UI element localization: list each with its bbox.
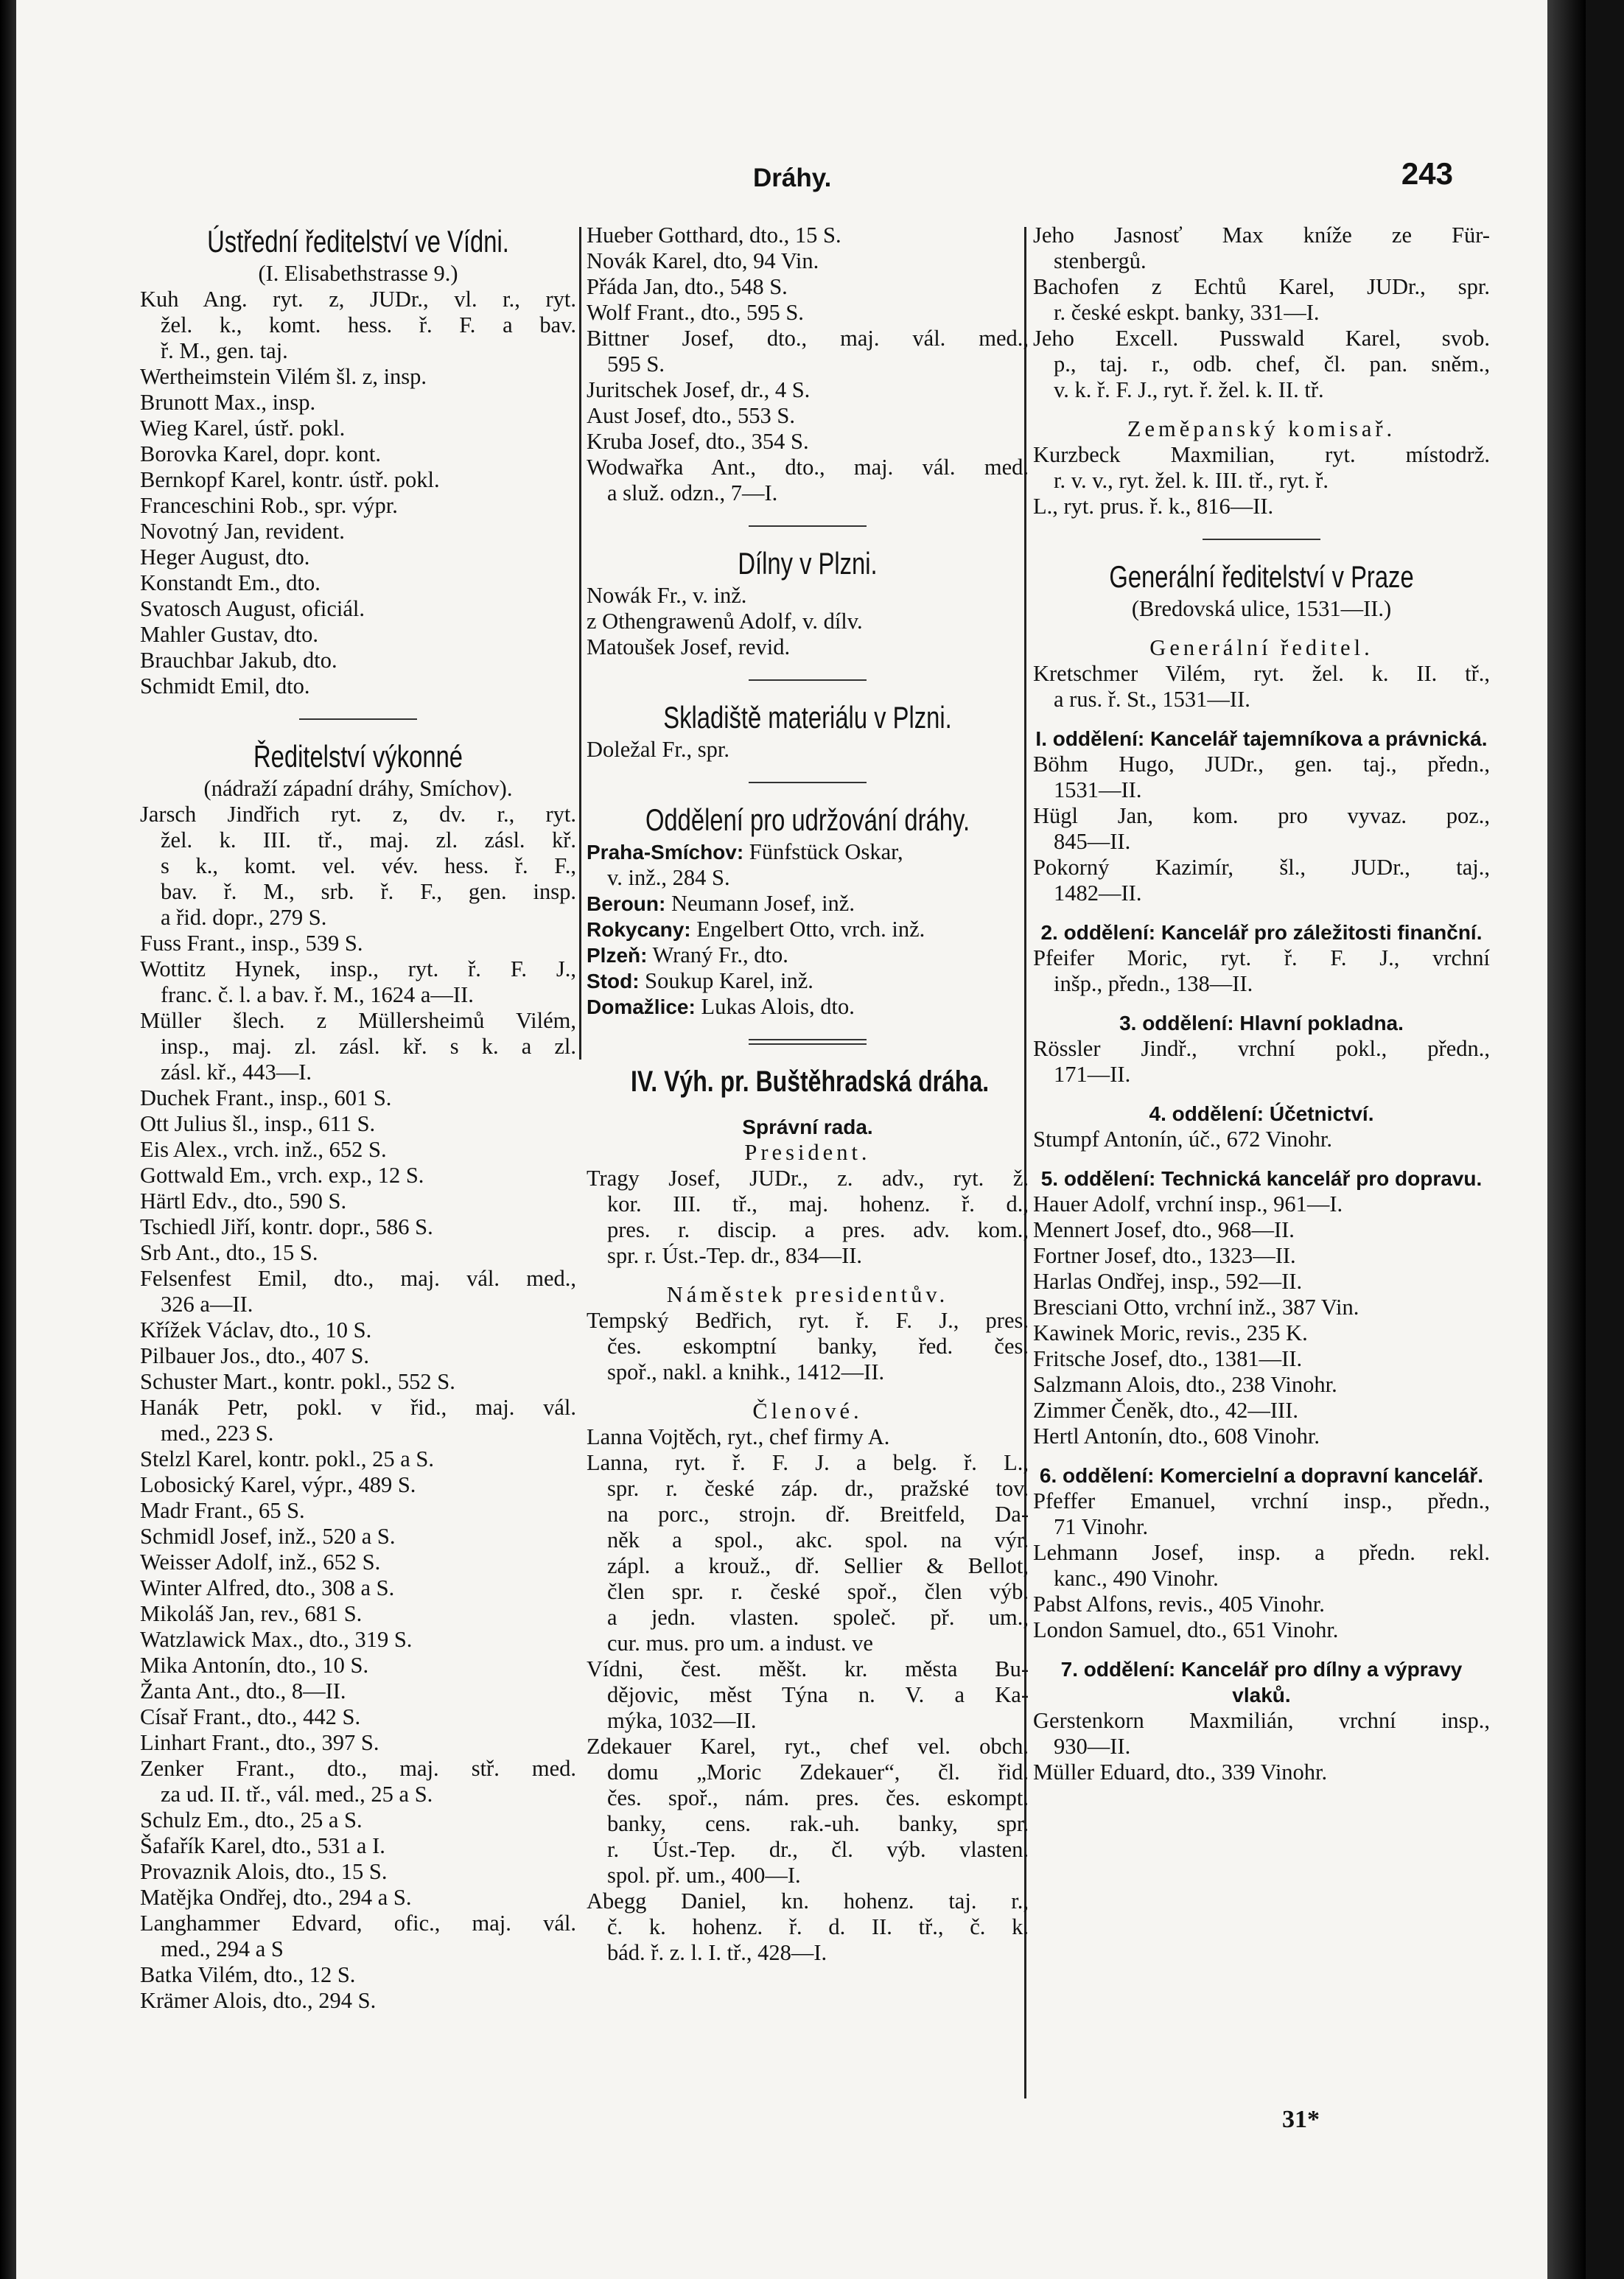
entry-line: pres. r. discip. a pres. adv. kom.,: [607, 1217, 1029, 1242]
entry-line: Tragy Josef, JUDr., z. adv., ryt. ž.: [587, 1166, 1029, 1191]
scan-edge-right: [1547, 0, 1586, 2279]
entry-line: s k., komt. vel. vév. hess. ř. F.,: [161, 853, 576, 878]
maintenance-entry: [587, 891, 1029, 917]
entry-line: Franceschini Rob., spr. výpr.: [140, 493, 398, 518]
entry-list-dept-2: [1033, 945, 1490, 997]
entry-line: Tempský Bedřich, ryt. ř. F. J., pres.: [587, 1308, 1029, 1333]
entry-line: 171—II.: [1054, 1062, 1131, 1087]
entry-line: a jedn. vlasten. společ. př. um.,: [607, 1605, 1029, 1630]
entry-line: Ott Julius šl., insp., 611 S.: [140, 1111, 376, 1136]
entry-line: Kurzbeck Maxmilian, ryt. místodrž.: [1033, 442, 1490, 467]
department-heading-3: 3. oddělení: Hlavní pokladna.: [1119, 1012, 1404, 1035]
maintenance-entry: [587, 942, 1029, 968]
scan-edge-left: [0, 0, 16, 2279]
entry-line: spoř., nakl. a knihk., 1412—II.: [607, 1359, 885, 1384]
station-name: Domažlice:: [587, 995, 696, 1018]
entry-line: Lanna, ryt. ř. F. J. a belg. ř. L.,: [587, 1450, 1029, 1475]
entry-line: Mahler Gustav, dto.: [140, 622, 318, 647]
entry-list-workshops: [587, 583, 1029, 660]
entry-line: Hauer Adolf, vrchní insp., 961—I.: [1033, 1191, 1343, 1216]
entry-line: Kawinek Moric, revis., 235 K.: [1033, 1320, 1308, 1345]
entry-line: v. k. ř. F. J., ryt. ř. žel. k. II. tř.: [1054, 377, 1324, 402]
department-heading-6: 6. oddělení: Komercielní a dopravní kancelář.: [1039, 1464, 1484, 1487]
entry-list-executive: [140, 802, 576, 2014]
entry-line: Pokorný Kazimír, šl., JUDr., taj.,: [1033, 855, 1490, 880]
department-heading-4: 4. oddělení: Účetnictví.: [1149, 1102, 1374, 1125]
entry-line: 845—II.: [1054, 829, 1131, 854]
separator: [749, 679, 867, 681]
entry-line: 326 a—II.: [161, 1292, 253, 1317]
entry-line: žel. k., komt. hess. ř. F. a bav.: [161, 312, 576, 337]
maintenance-person: Wraný Fr., dto.: [647, 942, 788, 967]
entry-line: 595 S.: [607, 351, 665, 377]
entry-line: Bittner Josef, dto., maj. vál. med.,: [587, 326, 1029, 351]
entry-list-dept-6: [1033, 1488, 1490, 1643]
station-name: Stod:: [587, 970, 640, 993]
running-header: [16, 156, 1586, 200]
separator: [749, 782, 867, 783]
entry-line: Krämer Alois, dto., 294 S.: [140, 1988, 377, 2013]
section-title-workshops: Dílny v Plzni.: [738, 546, 878, 581]
entry-line: Schuster Mart., kontr. pokl., 552 S.: [140, 1369, 455, 1394]
entry-line: Borovka Karel, dopr. kont.: [140, 441, 381, 466]
entry-line: Wodwařka Ant., dto., maj. vál. med.: [587, 455, 1029, 480]
entry-line: inšp., předn., 138—II.: [1054, 971, 1253, 996]
entry-line: 1531—II.: [1054, 777, 1142, 802]
section-title-maintenance: Oddělení pro udržování dráhy.: [645, 802, 970, 837]
entry-line: Vídni, čest. měšt. kr. města Bu-: [587, 1656, 1029, 1681]
entry-line: cur. mus. pro um. a indust. ve: [607, 1631, 873, 1656]
entry-line: spol. př. um., 400—I.: [607, 1863, 801, 1888]
entry-line: Fortner Josef, dto., 1323—II.: [1033, 1243, 1296, 1268]
entry-line: Salzmann Alois, dto., 238 Vinohr.: [1033, 1372, 1337, 1397]
entry-list-maintenance: [587, 839, 1029, 1020]
entry-list-commissioner: [1033, 442, 1490, 519]
entry-line: Linhart Frant., dto., 397 S.: [140, 1730, 379, 1755]
entry-list-central: [140, 287, 576, 699]
entry-line: Pilbauer Jos., dto., 407 S.: [140, 1343, 369, 1368]
entry-line: Bernkopf Karel, kontr. ústř. pokl.: [140, 467, 440, 492]
subheading-president: President.: [744, 1140, 871, 1165]
column-1: [140, 223, 576, 2014]
maintenance-entry: [587, 839, 1029, 865]
separator: [1203, 539, 1320, 540]
entry-line: č. k. hohenz. ř. d. II. tř., č. k.: [607, 1914, 1029, 1939]
entry-line: Abegg Daniel, kn. hohenz. taj. r.,: [587, 1888, 1029, 1914]
entry-line: Müller šlech. z Müllersheimů Vilém,: [140, 1008, 576, 1033]
entry-line: něk a spol., akc. spol. na výr.: [607, 1527, 1029, 1552]
entry-list-general-director: [1033, 661, 1490, 713]
department-heading-7: 7. oddělení: Kancelář pro dílny a výpravy vlaků.: [1060, 1658, 1463, 1706]
entry-line: Langhammer Edvard, ofic., maj. vál.: [140, 1911, 576, 1936]
entry-line: Watzlawick Max., dto., 319 S.: [140, 1627, 413, 1652]
entry-line: Wottitz Hynek, insp., ryt. ř. F. J.,: [140, 956, 576, 981]
maintenance-person: Soukup Karel, inž.: [639, 968, 813, 993]
entry-line: med., 223 S.: [161, 1421, 274, 1446]
entry-line: a rus. ř. St., 1531—II.: [1054, 687, 1250, 712]
entry-line: ř. M., gen. taj.: [161, 338, 288, 363]
entry-line: Bachofen z Echtů Karel, JUDr., spr.: [1033, 274, 1490, 299]
subheading-board: Správní rada.: [742, 1116, 873, 1138]
entry-line: r. v. v., ryt. žel. k. III. tř., ryt. ř.: [1054, 468, 1329, 493]
double-separator: [749, 1039, 867, 1045]
entry-line: Doležal Fr., spr.: [587, 737, 729, 762]
entry-line: Nowák Fr., v. inž.: [587, 583, 747, 608]
entry-line: bád. ř. z. l. I. tř., 428—I.: [607, 1940, 827, 1965]
entry-line: mýka, 1032—II.: [607, 1708, 757, 1733]
entry-list-dept-3: [1033, 1036, 1490, 1088]
entry-line: Žanta Ant., dto., 8—II.: [140, 1678, 346, 1704]
maintenance-person: Lukas Alois, dto.: [695, 994, 855, 1019]
entry-line: Kruba Josef, dto., 354 S.: [587, 429, 809, 454]
entry-line: a služ. odzn., 7—I.: [607, 480, 778, 505]
station-name: Plzeň:: [587, 944, 648, 967]
entry-line: Felsenfest Emil, dto., maj. vál. med.,: [140, 1266, 576, 1291]
entry-line: Císař Frant., dto., 442 S.: [140, 1704, 361, 1729]
entry-line: Hertl Antonín, dto., 608 Vinohr.: [1033, 1424, 1320, 1449]
entry-line: Konstandt Em., dto.: [140, 570, 321, 595]
entry-line: Brauchbar Jakub, dto.: [140, 648, 337, 673]
header-title: Dráhy.: [753, 164, 832, 192]
entry-line: Lobosický Karel, výpr., 489 S.: [140, 1472, 416, 1497]
entry-line: Pabst Alfons, revis., 405 Vinohr.: [1033, 1592, 1325, 1617]
entry-line: Tschiedl Jiří, kontr. dopr., 586 S.: [140, 1214, 433, 1239]
department-heading-1: I. oddělení: Kancelář tajemníkova a právnická.: [1035, 727, 1488, 750]
entry-line: Svatosch August, oficiál.: [140, 596, 365, 621]
section-address: (nádraží západní dráhy, Smíchov).: [203, 776, 513, 801]
entry-line: Schulz Em., dto., 25 a S.: [140, 1807, 363, 1832]
entry-line: a řid. dopr., 279 S.: [161, 905, 327, 930]
entry-line: kanc., 490 Vinohr.: [1054, 1566, 1219, 1591]
entry-line: banky, cens. rak.-uh. banky, spr.: [607, 1811, 1029, 1836]
department-heading-2: 2. oddělení: Kancelář pro záležitosti finanční.: [1040, 921, 1483, 944]
entry-line: Rössler Jindř., vrchní pokl., předn.,: [1033, 1036, 1490, 1061]
station-name: Rokycany:: [587, 918, 691, 941]
entry-line: člen spr. r. české spoř., člen výb.: [607, 1579, 1029, 1604]
section-title-bustehrad: IV. Výh. pr. Buštěhradská dráha.: [631, 1065, 990, 1098]
entry-line: na porc., strojn. dř. Breitfeld, Da-: [607, 1502, 1029, 1527]
entry-line: domu „Moric Zdekauer“, čl. řid.: [607, 1760, 1029, 1785]
entry-line: Matoušek Josef, revid.: [587, 634, 791, 659]
entry-line: Pfeifer Moric, ryt. ř. F. J., vrchní: [1033, 945, 1490, 970]
entry-line: Gottwald Em., vrch. exp., 12 S.: [140, 1163, 424, 1188]
subheading-members: Členové.: [752, 1398, 863, 1424]
entry-line: Novotný Jan, revident.: [140, 519, 345, 544]
subheading-commissioner: Zeměpanský komisař.: [1127, 416, 1396, 441]
entry-line: Novák Karel, dto, 94 Vin.: [587, 248, 819, 273]
section-address: (I. Elisabethstrasse 9.): [258, 261, 458, 286]
entry-line: Wieg Karel, ústř. pokl.: [140, 416, 346, 441]
entry-line: Fritsche Josef, dto., 1381—II.: [1033, 1346, 1303, 1371]
entry-line: r. české eskpt. banky, 331—I.: [1054, 300, 1320, 325]
subheading-general-director: Generální ředitel.: [1149, 635, 1373, 660]
entry-line: zápl. a krouž., dř. Sellier & Bellot,: [607, 1553, 1029, 1578]
entry-line: čes. spoř., nám. pres. čes. eskompt.: [607, 1785, 1029, 1810]
entry-line: zásl. kř., 443—I.: [161, 1060, 312, 1085]
entry-line: Zimmer Čeněk, dto., 42—III.: [1033, 1398, 1298, 1423]
column-3: [1033, 223, 1490, 1785]
entry-line: Zenker Frant., dto., maj. stř. med.: [140, 1756, 576, 1781]
entry-line: Mika Antonín, dto., 10 S.: [140, 1653, 369, 1678]
entry-list-dept-5: [1033, 1191, 1490, 1449]
entry-list-members: [587, 1424, 1029, 1966]
entry-list-members-continued: [1033, 223, 1490, 403]
entry-line: Hanák Petr, pokl. v řid., maj. vál.: [140, 1395, 576, 1420]
column-rule-1: [579, 227, 581, 1060]
section-title-warehouse: Skladiště materiálu v Plzni.: [663, 700, 952, 735]
entry-line: L., ryt. prus. ř. k., 816—II.: [1033, 494, 1274, 519]
entry-line: 930—II.: [1054, 1734, 1131, 1759]
entry-line: Mikoláš Jan, rev., 681 S.: [140, 1601, 363, 1626]
maintenance-entry: [587, 865, 1029, 891]
entry-list-warehouse: [587, 737, 1029, 763]
entry-list-dept-1: [1033, 752, 1490, 906]
station-name: Beroun:: [587, 892, 666, 915]
entry-line: dějovic, měst Týna n. V. a Ka-: [607, 1682, 1029, 1707]
entry-line: Pfeffer Emanuel, vrchní insp., předn.,: [1033, 1488, 1490, 1513]
maintenance-entry: [587, 968, 1029, 994]
entry-line: Fuss Frant., insp., 539 S.: [140, 931, 363, 956]
maintenance-person: v. inž., 284 S.: [607, 865, 730, 890]
entry-line: Müller Eduard, dto., 339 Vinohr.: [1033, 1760, 1328, 1785]
document-page: [16, 0, 1586, 2279]
entry-line: Přáda Jan, dto., 548 S.: [587, 274, 788, 299]
entry-line: Kuh Ang. ryt. z, JUDr., vl. r., ryt.: [140, 287, 576, 312]
entry-line: Hueber Gotthard, dto., 15 S.: [587, 223, 841, 248]
entry-line: Zdekauer Karel, ryt., chef vel. obch.: [587, 1734, 1029, 1759]
entry-line: Weisser Adolf, inž., 652 S.: [140, 1550, 381, 1575]
entry-line: Stelzl Karel, kontr. pokl., 25 a S.: [140, 1446, 434, 1471]
entry-list-dept-7: [1033, 1708, 1490, 1785]
entry-line: kor. III. tř., maj. hohenz. ř. d.,: [607, 1191, 1029, 1216]
section-title-executive: Ředitelství výkonné: [253, 739, 463, 774]
entry-line: spr. r. české záp. dr., pražské tov.: [607, 1476, 1029, 1501]
entry-line: žel. k. III. tř., maj. zl. zásl. kř.: [161, 827, 576, 853]
entry-line: Böhm Hugo, JUDr., gen. taj., předn.,: [1033, 752, 1490, 777]
entry-line: Jeho Jasnosť Max kníže ze Für-: [1033, 223, 1490, 248]
entry-line: Schmidl Josef, inž., 520 a S.: [140, 1524, 396, 1549]
entry-line: 71 Vinohr.: [1054, 1514, 1149, 1539]
entry-line: Jarsch Jindřich ryt. z, dv. r., ryt.: [140, 802, 576, 827]
entry-line: Juritschek Josef, dr., 4 S.: [587, 377, 811, 402]
entry-line: Gerstenkorn Maxmilián, vrchní insp.,: [1033, 1708, 1490, 1733]
entry-line: Wertheimstein Vilém šl. z, insp.: [140, 364, 427, 389]
entry-line: Schmidt Emil, dto.: [140, 673, 310, 699]
maintenance-entry: [587, 994, 1029, 1020]
entry-line: franc. č. l. a bav. ř. M., 1624 a—II.: [161, 982, 474, 1007]
entry-line: Provaznik Alois, dto., 15 S.: [140, 1859, 388, 1884]
entry-line: London Samuel, dto., 651 Vinohr.: [1033, 1617, 1339, 1642]
entry-line: r. Úst.-Tep. dr., čl. výb. vlasten.: [607, 1837, 1029, 1862]
maintenance-person: Engelbert Otto, vrch. inž.: [690, 917, 925, 942]
entry-line: Härtl Edv., dto., 590 S.: [140, 1188, 347, 1214]
entry-line: Mennert Josef, dto., 968—II.: [1033, 1217, 1295, 1242]
entry-line: Aust Josef, dto., 553 S.: [587, 403, 795, 428]
entry-line: med., 294 a S: [161, 1936, 284, 1961]
maintenance-person: Neumann Josef, inž.: [665, 891, 855, 916]
signature-mark: 31*: [1282, 2106, 1320, 2133]
entry-list-deputy: [587, 1308, 1029, 1385]
entry-line: spr. r. Úst.-Tep. dr., 834—II.: [607, 1243, 863, 1268]
entry-line: Brunott Max., insp.: [140, 390, 316, 415]
entry-list-president: [587, 1166, 1029, 1269]
entry-line: Wolf Frant., dto., 595 S.: [587, 300, 804, 325]
column-2: [587, 223, 1029, 1966]
entry-line: Eis Alex., vrch. inž., 652 S.: [140, 1137, 387, 1162]
entry-line: Winter Alfred, dto., 308 a S.: [140, 1575, 395, 1600]
entry-line: Lanna Vojtěch, ryt., chef firmy A.: [587, 1424, 890, 1449]
entry-line: Heger August, dto.: [140, 545, 310, 570]
maintenance-person: Fünfstück Oskar,: [743, 839, 903, 864]
page-number: 243: [1401, 156, 1453, 191]
section-title-general-directorate: Generální ředitelství v Praze: [1109, 559, 1414, 594]
separator: [299, 718, 417, 720]
separator: [749, 525, 867, 527]
entry-line: insp., maj. zl. zásl. kř. s k. a zl.: [161, 1034, 576, 1059]
entry-line: p., taj. r., odb. chef, čl. pan. sněm.,: [1054, 351, 1490, 377]
entry-line: Madr Frant., 65 S.: [140, 1498, 305, 1523]
maintenance-entry: [587, 917, 1029, 942]
entry-line: Stumpf Antonín, úč., 672 Vinohr.: [1033, 1127, 1332, 1152]
entry-list-continued: [587, 223, 1029, 506]
entry-line: Křížek Václav, dto., 10 S.: [140, 1317, 372, 1342]
department-heading-5: 5. oddělení: Technická kancelář pro dopravu.: [1040, 1167, 1483, 1190]
entry-line: Srb Ant., dto., 15 S.: [140, 1240, 318, 1265]
entry-list-dept-4: [1033, 1127, 1490, 1152]
entry-line: bav. ř. M., srb. ř. F., gen. insp.: [161, 879, 576, 904]
entry-line: Jeho Excell. Pusswald Karel, svob.: [1033, 326, 1490, 351]
subheading-deputy: Náměstek presidentův.: [666, 1282, 949, 1307]
entry-line: Matějka Ondřej, dto., 294 a S.: [140, 1885, 412, 1910]
entry-line: stenbergů.: [1054, 248, 1147, 273]
entry-line: Batka Vilém, dto., 12 S.: [140, 1962, 356, 1987]
entry-line: Šafařík Karel, dto., 531 a I.: [140, 1833, 385, 1858]
entry-line: za ud. II. tř., vál. med., 25 a S.: [161, 1782, 433, 1807]
entry-line: Bresciani Otto, vrchní inž., 387 Vin.: [1033, 1295, 1359, 1320]
entry-line: Kretschmer Vilém, ryt. žel. k. II. tř.,: [1033, 661, 1490, 686]
entry-line: 1482—II.: [1054, 881, 1142, 906]
entry-line: Harlas Ondřej, insp., 592—II.: [1033, 1269, 1303, 1294]
entry-line: Duchek Frant., insp., 601 S.: [140, 1085, 392, 1110]
section-title-central: Ústřední ředitelství ve Vídni.: [207, 224, 509, 259]
entry-line: čes. eskomptní banky, řed. čes.: [607, 1334, 1029, 1359]
entry-line: z Othengrawenů Adolf, v. dílv.: [587, 609, 863, 634]
section-address: (Bredovská ulice, 1531—II.): [1131, 596, 1392, 621]
station-name: Praha-Smíchov:: [587, 841, 744, 864]
entry-line: Lehmann Josef, insp. a předn. rekl.: [1033, 1540, 1490, 1565]
entry-line: Hügl Jan, kom. pro vyvaz. poz.,: [1033, 803, 1490, 828]
